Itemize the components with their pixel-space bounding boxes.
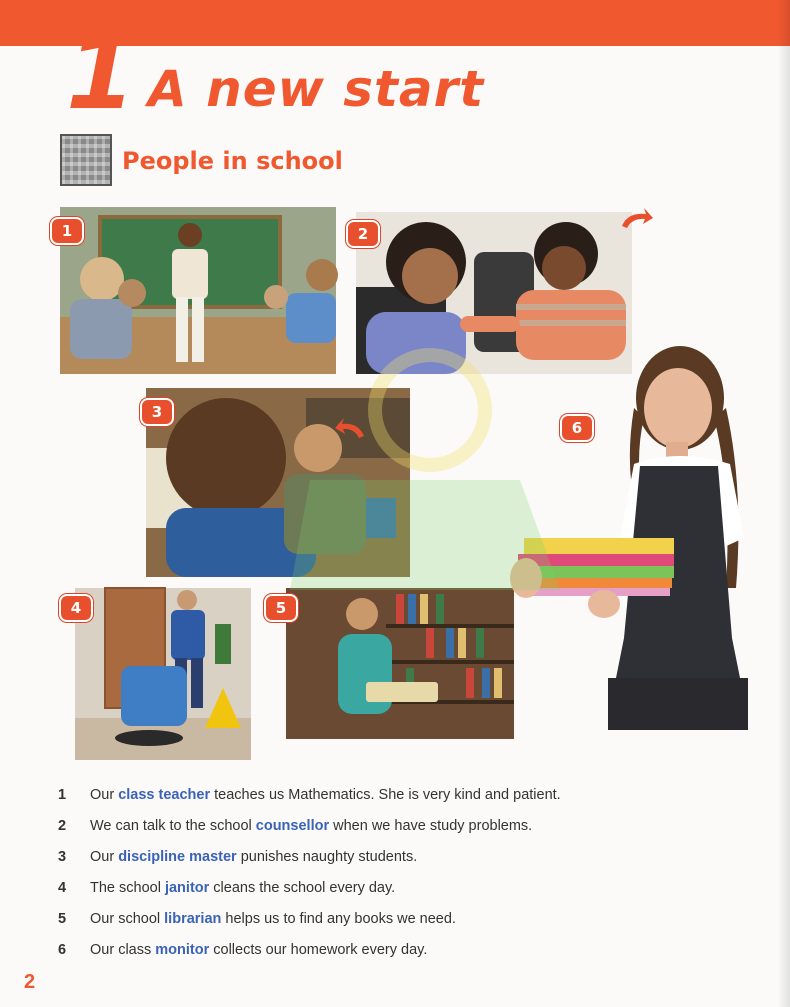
photo-badge-6: 6 (560, 414, 594, 442)
unit-number: 1 (66, 15, 136, 132)
photo-badge-2: 2 (346, 220, 380, 248)
sentence-5 (58, 904, 698, 935)
photo-badge-1: 1 (50, 217, 84, 245)
sentence-6 (58, 935, 698, 966)
photo-badge-5: 5 (264, 594, 298, 622)
sentence-number: 4 (58, 880, 67, 896)
sentence-text: cleans the school every day. (209, 880, 396, 896)
discipline-master-illustration (146, 388, 410, 577)
photo-monitor (504, 338, 760, 738)
sentence-text: punishes naughty students. (236, 849, 418, 865)
sentence-text: The school (90, 880, 165, 896)
sentence-number: 6 (58, 942, 67, 958)
unit-title: A new start (148, 60, 485, 118)
sentence-keyword: discipline master (118, 849, 237, 865)
section-title: People in school (122, 147, 343, 175)
qr-code-icon[interactable] (60, 134, 112, 186)
sentence-2 (58, 811, 698, 842)
sentence-keyword: librarian (164, 911, 222, 927)
sentence-4 (58, 873, 698, 904)
sentence-text: collects our homework every day. (209, 942, 428, 958)
sentence-number: 1 (58, 787, 67, 803)
photo-discipline-master (146, 388, 410, 577)
page-edge-shadow (778, 0, 790, 1007)
sentence-keyword: class teacher (118, 787, 211, 803)
sentence-text: We can talk to the school (90, 818, 256, 834)
sentence-text: teaches us Mathematics. She is very kind and patient. (210, 787, 561, 803)
sentence-text: Our class (90, 942, 156, 958)
librarian-illustration (286, 588, 514, 739)
photo-badge-4: 4 (59, 594, 93, 622)
sentence-number: 3 (58, 849, 67, 865)
sentence-1 (58, 780, 698, 811)
sentence-keyword: monitor (155, 942, 210, 958)
photo-badge-3: 3 (140, 398, 174, 426)
arrow-pointer-icon (618, 206, 654, 230)
sentence-text: when we have study problems. (329, 818, 533, 834)
photo-class-teacher (60, 207, 336, 374)
janitor-illustration (75, 588, 251, 760)
sentence-text: Our school (90, 911, 165, 927)
sentence-number: 5 (58, 911, 67, 927)
sentence-text: Our (90, 787, 119, 803)
sentence-number: 2 (58, 818, 67, 834)
sentence-text: helps us to find any books we need. (221, 911, 456, 927)
arrow-pointer-icon-2 (334, 416, 368, 440)
vocabulary-sentences (58, 780, 698, 966)
sentence-text: Our (90, 849, 119, 865)
page-number: 2 (24, 971, 36, 993)
photo-janitor (70, 588, 251, 760)
photo-librarian (275, 588, 514, 739)
classroom-illustration (60, 207, 336, 374)
sentence-keyword: counsellor (255, 818, 330, 834)
sentence-keyword: janitor (164, 880, 210, 896)
sentence-3 (58, 842, 698, 873)
